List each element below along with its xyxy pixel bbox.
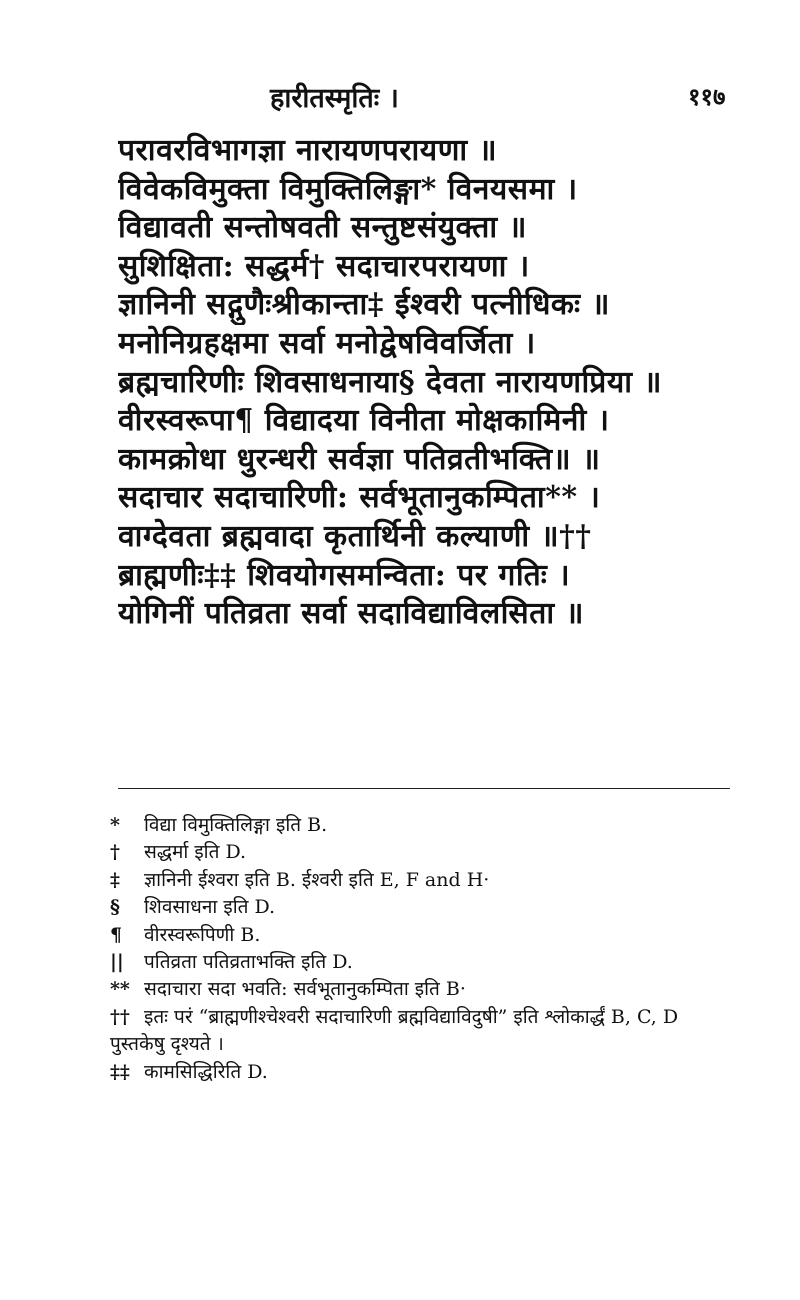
footnote	[110, 894, 790, 921]
footnote-marker: ††	[110, 1005, 130, 1028]
footnote-text: वीरस्वरूपिणी B.	[144, 923, 261, 946]
footnote	[110, 1004, 790, 1031]
footnote-text: पतिव्रता पतिव्रताभक्ति इति D.	[144, 950, 353, 973]
verse-line: परावरविभागज्ञा नारायणपरायणा ॥	[118, 133, 498, 168]
footnote-text: विद्या विमुक्तिलिङ्गा इति B.	[144, 814, 328, 836]
verse-line: वाग्देवता ब्रह्मवादा कृतार्थिनी कल्याणी ॥††	[118, 518, 592, 554]
page-number: ११७	[688, 82, 726, 111]
verse-line: वीरस्वरूपा¶ विद्यादया विनीता मोक्षकामिनी ।	[118, 403, 610, 439]
footnote	[110, 976, 790, 1003]
running-title: हारीतस्मृतिः ।	[270, 83, 399, 114]
verse-line: मनोनिग्रहक्षमा सर्वा मनोद्वेषविवर्जिता ।	[118, 325, 536, 361]
verse-line: सदाचार सदाचारिणी: सर्वभूतानुकम्पिता** ।	[118, 480, 601, 516]
footnote-marker: ¶	[110, 923, 123, 946]
footnote-marker: ||	[110, 950, 124, 973]
verse-line: योगिनीं पतिव्रता सर्वा सदाविद्याविलसिता ॥	[118, 596, 584, 632]
footnote-marker: §	[110, 896, 120, 919]
footnote-marker: *	[110, 814, 120, 836]
footnote-text: शिवसाधना इति D.	[144, 896, 276, 919]
footnote-text: इतः परं “ब्राह्मणीश्चेश्वरी सदाचारिणी ब्रह्मविद्याविदुषी” इति श्लोकार्द्धं B, C, D	[144, 1005, 679, 1028]
verse-line: कामक्रोधा धुरन्धरी सर्वज्ञा पतिव्रतीभक्ति॥ ॥	[118, 441, 601, 477]
footnote-marker: †	[110, 841, 120, 864]
footnote-marker: ‡‡	[110, 1060, 130, 1083]
footnote	[110, 812, 790, 839]
footnote	[110, 1059, 790, 1086]
footnote-continuation	[110, 1031, 790, 1058]
footnote-text: पुस्तकेषु दृश्यते ।	[110, 1033, 224, 1056]
footnote	[110, 949, 790, 976]
footnote	[110, 839, 790, 866]
footnote-text: कामसिद्धिरिति D.	[144, 1060, 268, 1083]
footnote-text: सदाचारा सदा भवति: सर्वभूतानुकम्पिता इति B·	[144, 978, 466, 1001]
verse-line: विद्यावती सन्तोषवती सन्तुष्टसंयुक्ता ॥	[118, 210, 528, 246]
footnote-text: ज्ञानिनी ईश्वरा इति B. ईश्वरी इति E, F and H·	[144, 868, 490, 891]
page-header	[0, 78, 800, 118]
footnote	[110, 867, 790, 894]
footnote	[110, 922, 790, 949]
verse-line: ज्ञानिनी सद्गुणैःश्रीकान्ता‡ ईश्वरी पत्नीधिकः ॥	[118, 287, 610, 323]
verse-block	[118, 132, 758, 634]
footnotes	[110, 812, 790, 1086]
verse-line: ब्रह्मचारिणीः शिवसाधनाया§ देवता नारायणप्रिया ॥	[118, 364, 662, 400]
footnote-marker: **	[110, 978, 130, 1001]
verse-line: सुशिक्षिता: सद्धर्म† सदाचारपरायणा ।	[118, 248, 530, 284]
footnote-marker: ‡	[110, 868, 120, 891]
footnote-divider	[118, 788, 730, 789]
verse-line: ब्राह्मणीः‡‡ शिवयोगसमन्विता: पर गतिः ।	[118, 557, 571, 593]
footnote-text: सद्धर्मा इति D.	[144, 841, 247, 864]
verse-line: विवेकविमुक्ता विमुक्तिलिङ्गा* विनयसमा ।	[118, 171, 578, 207]
